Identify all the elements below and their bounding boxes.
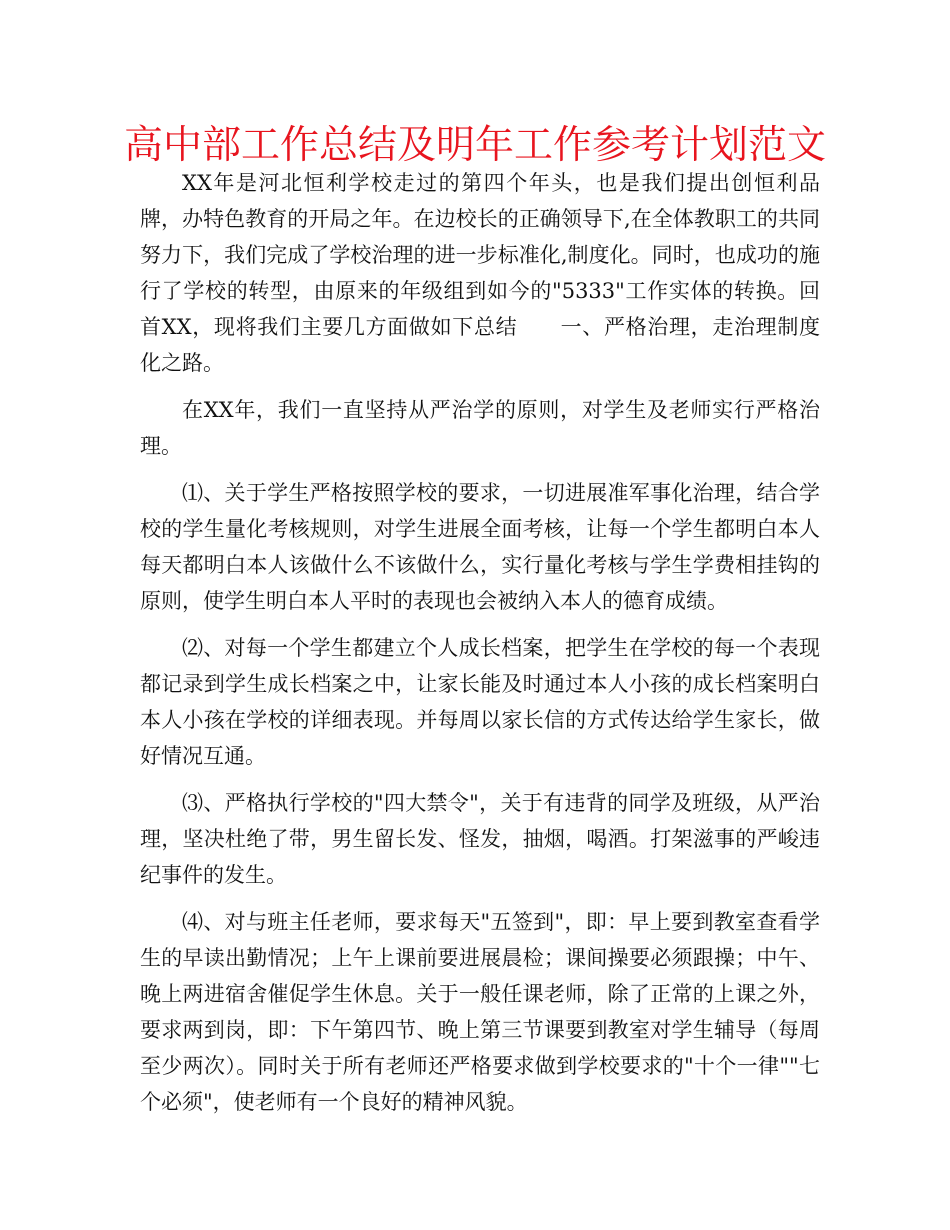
paragraph-item-3: ⑶、严格执行学校的"四大禁令"，关于有违背的同学及班级，从严治理，坚决杜绝了带，男生留长发、怪发，抽烟，喝酒。打架滋事的严峻违纪事件的发生。: [140, 791, 820, 887]
paragraph-item-1: ⑴、关于学生严格按照学校的要求，一切进展准军事化治理，结合学校的学生量化考核规则，对学生进展全面考核，让每一个学生都明白本人每天都明白本人该做什么不该做什么，实行量化考核与学生学费相挂钩的原则，使学生明白本人平时的表现也会被纳入本人的德育成绩。: [140, 481, 820, 613]
paragraph-intro: XX年是河北恒利学校走过的第四个年头，也是我们提出创恒利品牌，办特色教育的开局之年。在边校长的正确领导下,在全体教职工的共同努力下，我们完成了学校治理的进一步标准化,制度化。同时，也成功的施行了学校的转型，由原来的年级组到如今的"5333"工作实体的转换。回首XX，现将我们主要几方面做如下总结 一、严格治理，走治理制度化之路。: [140, 171, 820, 375]
paragraph-strict-management: 在XX年，我们一直坚持从严治学的原则，对学生及老师实行严格治理。: [140, 398, 820, 458]
paragraph-item-2: ⑵、对每一个学生都建立个人成长档案，把学生在学校的每一个表现都记录到学生成长档案之中，让家长能及时通过本人小孩的成长档案明白本人小孩在学校的详细表现。并每周以家长信的方式传达给学生家长，做好情况互通。: [140, 636, 820, 768]
paragraph-item-4: ⑷、对与班主任老师，要求每天"五签到"，即：早上要到教室查看学生的早读出勤情况；上午上课前要进展晨检；课间操要必须跟操；中午、晚上两进宿舍催促学生休息。关于一般任课老师，除了正常的上课之外，要求两到岗，即：下午第四节、晚上第三节课要到教室对学生辅导（每周至少两次）。同时关于所有老师还严格要求做到学校要求的"十个一律""七个必须"，使老师有一个良好的精神风貌。: [140, 910, 820, 1114]
document-title: 高中部工作总结及明年工作参考计划范文: [123, 123, 826, 168]
document-body: [140, 165, 820, 1131]
